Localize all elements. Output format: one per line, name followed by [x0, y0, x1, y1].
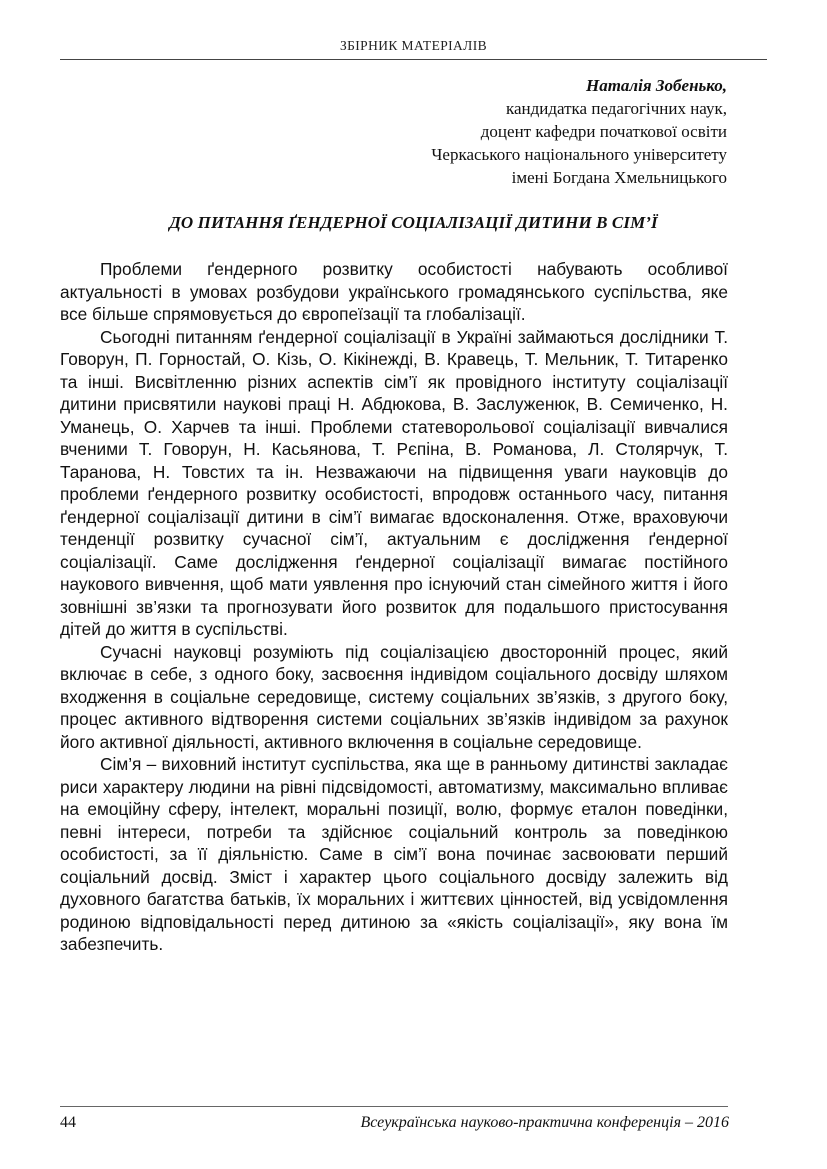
author-degree: кандидатка педагогічних наук,: [505, 99, 727, 118]
author-university-name: імені Богдана Хмельницького: [511, 168, 727, 187]
paragraph-4: Сім’я – виховний інститут суспільства, яка ще в ранньому дитинстві закладає риси характеру людини на рівні підсвідомості, автоматизму, максимально впливає на емоційну сферу, інтелект, моральні позиції, волю, формує еталон поведінки, певні інтереси, потреби та здійснює соціальний контроль за поведінкою особистості, за її діяльністю. Саме в сім’ї вона починає засвоювати перший соціальний досвід. Зміст і характер цього соціального досвіду залежить від духовного багатства батьків, їх моральних і життєвих цінностей, від усвідомлення родиною відповідальності перед дитиною за «якість соціалізації», яку вона їм забезпечить.: [60, 754, 728, 954]
author-block: [227, 74, 727, 189]
footer-rule: [60, 1106, 728, 1107]
running-header: ЗБІРНИК МАТЕРІАЛІВ: [339, 38, 488, 53]
paragraph-3: Сучасні науковці розуміють під соціалізацією двосторонній процес, який включає в себе, з одного боку, засвоєння індивідом соціального досвіду шляхом входження в соціальне середовище, систему соціальних зв’язків, з другого боку, процес активного відтворення системи соціальних зв’язків індивідом за рахунок його активної діяльності, активного включення в соціальне середовище.: [60, 641, 728, 752]
author-position: доцент кафедри початкової освіти: [480, 122, 727, 141]
page-number: 44: [60, 1114, 76, 1131]
footer-conference-title: Всеукраїнська науково-практична конференція – 2016: [360, 1114, 729, 1131]
author-university: Черкаського національного університету: [431, 145, 727, 164]
article-title: ДО ПИТАННЯ ҐЕНДЕРНОЇ СОЦІАЛІЗАЦІЇ ДИТИНИ В СІМ’Ї: [169, 213, 658, 232]
paragraph-1: Проблеми ґендерного розвитку особистості набувають особливої актуальності в умовах розбудови українського громадянського суспільства, яке все більше спрямовується до європеїзації та глобалізації.: [60, 259, 728, 324]
article-body: [60, 258, 728, 956]
paragraph-2: Сьогодні питанням ґендерної соціалізації в Україні займаються дослідники Т. Говорун, П. Горностай, О. Кізь, О. Кікінежді, В. Кравець, Т. Мельник, Т. Титаренко та інші. Висвітленню різних аспектів сім’ї як провідного інституту соціалізації дитини присвятили наукові праці Н. Абдюкова, В. Заслуженюк, В. Семиченко, Н. Уманець, О. Харчев та інші. Проблеми статеворольової соціалізації вивчалися вченими Т. Говорун, Н. Касьянова, Т. Рєпіна, В. Романова, Л. Столярчук, Т. Таранова, Н. Товстих та ін. Незважаючи на підвищення уваги науковців до проблеми ґендерного розвитку особистості, впродовж останнього часу, питання ґендерної соціалізації дитини в сім’ї вимагає вдосконалення. Отже, враховуючи тенденції розвитку сучасної сім’ї, актуальним є дослідження ґендерної соціалізації. Саме дослідження ґендерної соціалізації вимагає постійного наукового вивчення, щоб мати уявлення про існуючий стан сімейного життя і його зовнішні зв’язки та прогнозувати його розвиток для подальшого пристосування дітей до життя в суспільстві.: [60, 326, 728, 639]
header-rule: [60, 59, 767, 60]
author-name: Наталія Зобенько,: [585, 76, 727, 95]
